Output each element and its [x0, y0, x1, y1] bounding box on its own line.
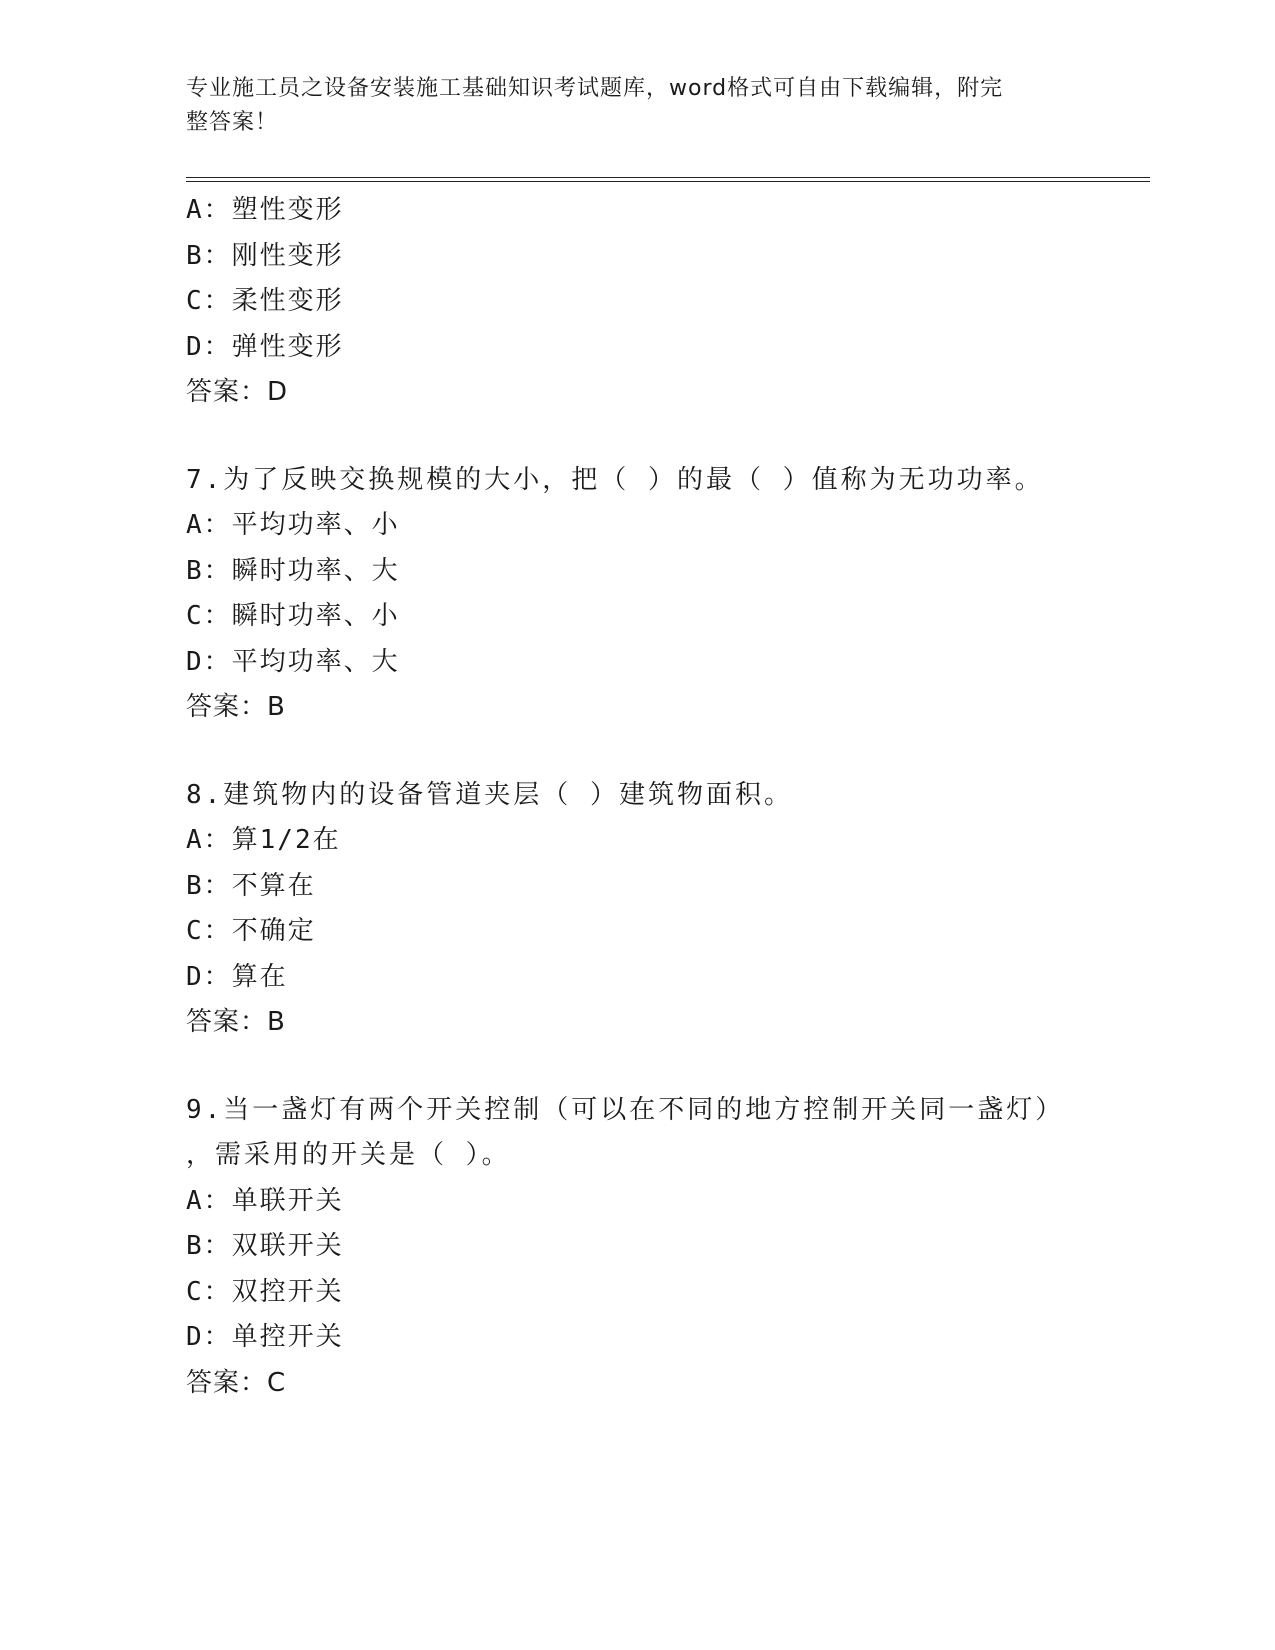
- question-8-block: [186, 773, 1150, 1046]
- question-9-block: [186, 1088, 1150, 1407]
- option-b: B：刚性变形: [186, 240, 344, 271]
- option-d: D：算在: [186, 961, 288, 992]
- header-title-line-2: 整答案！: [186, 110, 279, 135]
- question-text: 7.为了反映交换规模的大小，把（ ）的最（ ）值称为无功功率。: [186, 464, 1044, 495]
- question-6-block: [186, 188, 1150, 416]
- header-divider-top: [186, 177, 1150, 178]
- option-c: C：双控开关: [186, 1276, 344, 1307]
- question-text-line-2: ，需采用的开关是（ ）。: [186, 1140, 511, 1170]
- answer-line: 答案：D: [186, 377, 289, 407]
- option-b: B：双联开关: [186, 1231, 344, 1261]
- header-divider-bottom: [186, 181, 1150, 182]
- answer-line: 答案：C: [186, 1367, 287, 1398]
- question-list: [186, 188, 1150, 1406]
- option-d: D：弹性变形: [186, 331, 344, 362]
- answer-line: 答案：B: [186, 692, 286, 722]
- option-c: C：瞬时功率、小: [186, 601, 400, 631]
- option-d: D：单控开关: [186, 1322, 344, 1352]
- answer-line: 答案：B: [186, 1007, 286, 1037]
- option-a: A：算1/2在: [186, 825, 341, 855]
- question-text: 8.建筑物内的设备管道夹层（ ）建筑物面积。: [186, 779, 793, 810]
- header-title-line-1: 专业施工员之设备安装施工基础知识考试题库，word格式可自由下载编辑，附完: [186, 76, 1004, 101]
- option-c: C：不确定: [186, 916, 316, 946]
- option-a: A：塑性变形: [186, 195, 344, 225]
- option-b: B：不算在: [186, 870, 316, 901]
- document-header: [186, 72, 1066, 140]
- option-d: D：平均功率、大: [186, 646, 400, 677]
- question-text-line-1: 9.当一盏灯有两个开关控制（可以在不同的地方控制开关同一盏灯）: [186, 1094, 1065, 1125]
- option-b: B：瞬时功率、大: [186, 555, 400, 586]
- question-7-block: [186, 458, 1150, 731]
- option-a: A：单联开关: [186, 1185, 344, 1216]
- option-a: A：平均功率、小: [186, 510, 400, 540]
- option-c: C：柔性变形: [186, 286, 344, 316]
